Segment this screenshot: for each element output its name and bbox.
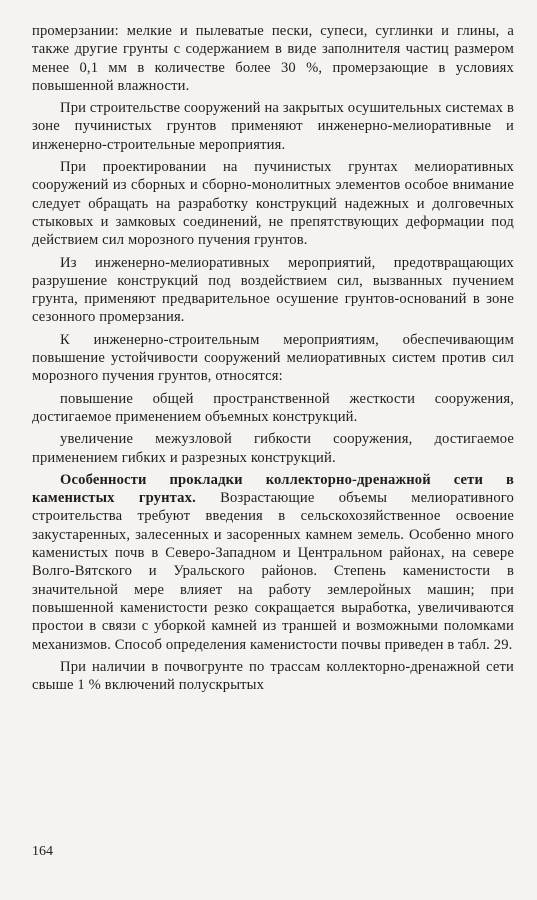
page-number: 164 bbox=[32, 844, 53, 859]
section-heading: Особенности прокладки коллекторно-дренажной сети в каменистых грунтах. bbox=[32, 471, 514, 507]
section-text: Возрастающие объемы мелиоративного строительства требуют введения в сельскохозяйственное освоение закустаренных, залесенных и засоренных камнем земель. Особенно много каменистых почв в Северо-Западном и Центральном районах, на севере Волго-Вятского и Уральского районов. Степень каменистости в значительной мере влияет на работу землеройных машин; при повышенной каменистости резко сокращается выработка, увеличиваются простои в связи с уборкой камней из траншей и возможными поломками механизмов. Способ определения каменистости почвы приведен в табл. 29. bbox=[32, 490, 514, 653]
paragraph: При проектировании на пучинистых грунтах мелиоративных сооружений из сборных и сборно-монолитных элементов особое внимание следует обращать на разработку конструкций надежных и долговечных стыковых и замковых соединений, не препятствующих деформации под действием сил морозного пучения грунтов. bbox=[32, 159, 514, 249]
paragraph: При строительстве сооружений на закрытых осушительных системах в зоне пучинистых грунтов применяют инженерно-мелиоративные и инженерно-строительные мероприятия. bbox=[32, 100, 514, 153]
section-paragraph bbox=[32, 471, 514, 654]
list-item: увеличение межузловой гибкости сооружения, достигаемое применением гибких и разрезных конструкций. bbox=[32, 431, 514, 466]
paragraph: К инженерно-строительным мероприятиям, обеспечивающим повышение устойчивости сооружений мелиоративных систем против сил морозного пучения грунтов, относятся: bbox=[32, 331, 514, 385]
paragraph-continuation: промерзании: мелкие и пылеватые пески, супеси, суглинки и глины, а также другие грунты с содержанием в виде заполнителя частиц размером менее 0,1 мм в количестве более 30 %, промерзающие в условиях повышенной влажности. bbox=[32, 23, 514, 94]
paragraph: Из инженерно-мелиоративных мероприятий, предотвращающих разрушение конструкций под воздействием сил, вызванных пучением грунта, применяют предварительное осушение грунтов-оснований в зоне сезонного промерзания. bbox=[32, 254, 514, 326]
list-item: повышение общей пространственной жесткости сооружения, достигаемое применением объемных конструкций. bbox=[32, 390, 514, 425]
paragraph: При наличии в почвогрунте по трассам коллекторно-дренажной сети свыше 1 % включений полускрытых bbox=[32, 658, 514, 694]
page-body bbox=[32, 22, 514, 698]
